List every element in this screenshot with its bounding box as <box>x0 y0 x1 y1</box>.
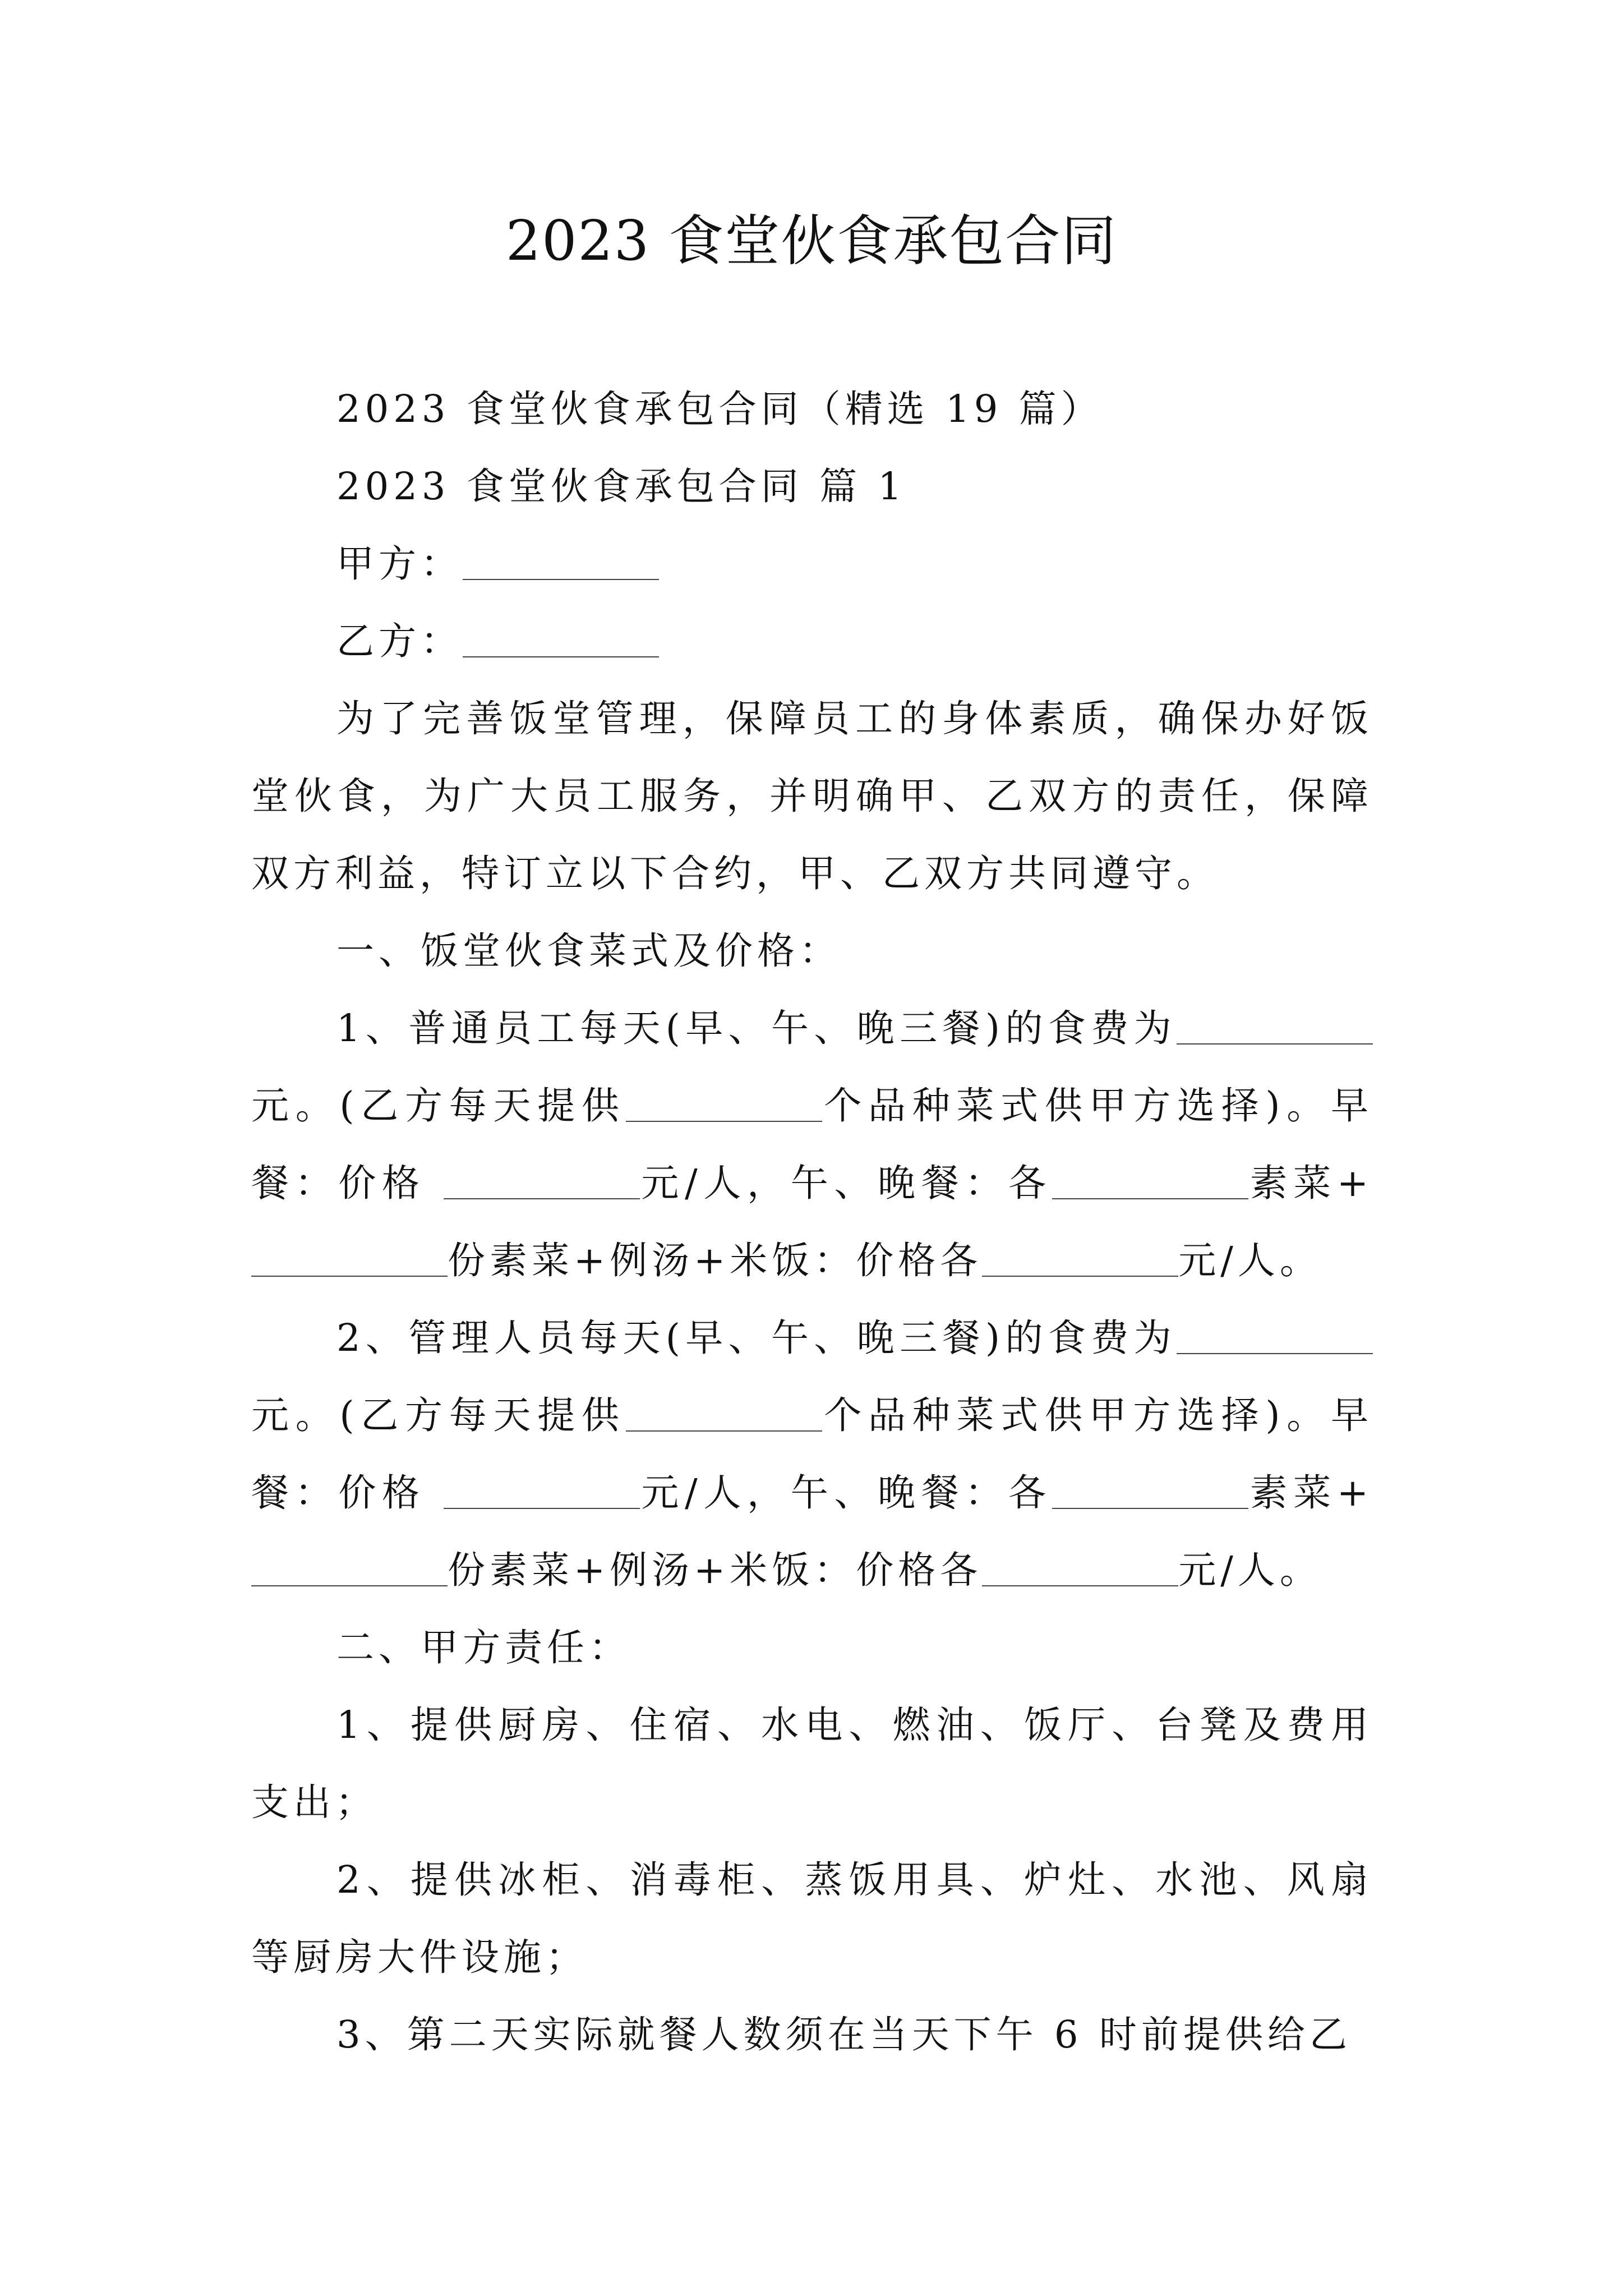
item-text: 素菜+ <box>1248 1471 1373 1515</box>
party-a-line <box>251 525 1373 602</box>
item-text: 元。(乙方每天提供 <box>251 1084 626 1128</box>
item-staff-meals <box>251 990 1373 1299</box>
fill-blank <box>444 1163 640 1199</box>
section-heading: 2023 食堂伙食承包合同 篇 1 <box>336 464 907 508</box>
duty-item-2: 2、提供冰柜、消毒柜、蒸饭用具、炉灶、水池、风扇等厨房大件设施； <box>251 1858 1373 1979</box>
fill-blank <box>982 1550 1178 1586</box>
subtitle: 2023 食堂伙食承包合同（精选 19 篇） <box>336 387 1103 431</box>
item-text: 元/人，午、晚餐：各 <box>639 1161 1052 1205</box>
duty-item-3: 3、第二天实际就餐人数须在当天下午 6 时前提供给乙 <box>336 2013 1352 2056</box>
fill-blank <box>982 1241 1178 1277</box>
fill-blank <box>1052 1473 1248 1509</box>
heading-menu-price: 一、饭堂伙食菜式及价格： <box>336 929 841 973</box>
fill-blank <box>1177 1009 1373 1045</box>
party-a-label: 甲方： <box>336 542 463 586</box>
party-a-blank <box>463 544 659 580</box>
fill-blank <box>251 1550 448 1586</box>
item-text: 2、管理人员每天(早、午、晚三餐)的食费为 <box>336 1316 1177 1360</box>
fill-blank <box>444 1473 640 1509</box>
duty-item-1: 1、提供厨房、住宿、水电、燃油、饭厅、台凳及费用支出； <box>251 1703 1373 1824</box>
party-b-line <box>251 602 1373 680</box>
fill-blank <box>626 1396 822 1432</box>
item-text: 元/人。 <box>1178 1239 1322 1282</box>
item-text: 元/人。 <box>1178 1548 1322 1592</box>
party-b-blank <box>463 622 659 657</box>
intro-paragraph: 为了完善饭堂管理，保障员工的身体素质，确保办好饭堂伙食，为广大员工服务，并明确甲、乙双方的责任，保障双方利益，特订立以下合约，甲、乙双方共同遵守。 <box>251 697 1373 895</box>
item-text: 元/人，午、晚餐：各 <box>639 1471 1052 1515</box>
fill-blank <box>626 1086 822 1122</box>
document-title: 2023 食堂伙食承包合同 <box>505 209 1118 273</box>
fill-blank <box>1052 1163 1248 1199</box>
item-text: 份素菜+例汤+米饭：价格各 <box>448 1239 983 1282</box>
fill-blank <box>1177 1318 1373 1354</box>
item-manager-meals <box>251 1299 1373 1609</box>
party-b-label: 乙方： <box>336 619 463 663</box>
item-text: 素菜+ <box>1248 1161 1373 1205</box>
item-text: 个品种菜式供甲方选择)。早餐：价格 <box>251 1393 1373 1515</box>
item-text: 1、普通员工每天(早、午、晚三餐)的食费为 <box>336 1006 1177 1050</box>
item-text: 个品种菜式供甲方选择)。早餐：价格 <box>251 1084 1373 1205</box>
item-text: 元。(乙方每天提供 <box>251 1393 626 1437</box>
item-text: 份素菜+例汤+米饭：价格各 <box>448 1548 983 1592</box>
fill-blank <box>251 1241 448 1277</box>
heading-party-a-duties: 二、甲方责任： <box>336 1626 631 1669</box>
document-body <box>251 370 1373 2073</box>
